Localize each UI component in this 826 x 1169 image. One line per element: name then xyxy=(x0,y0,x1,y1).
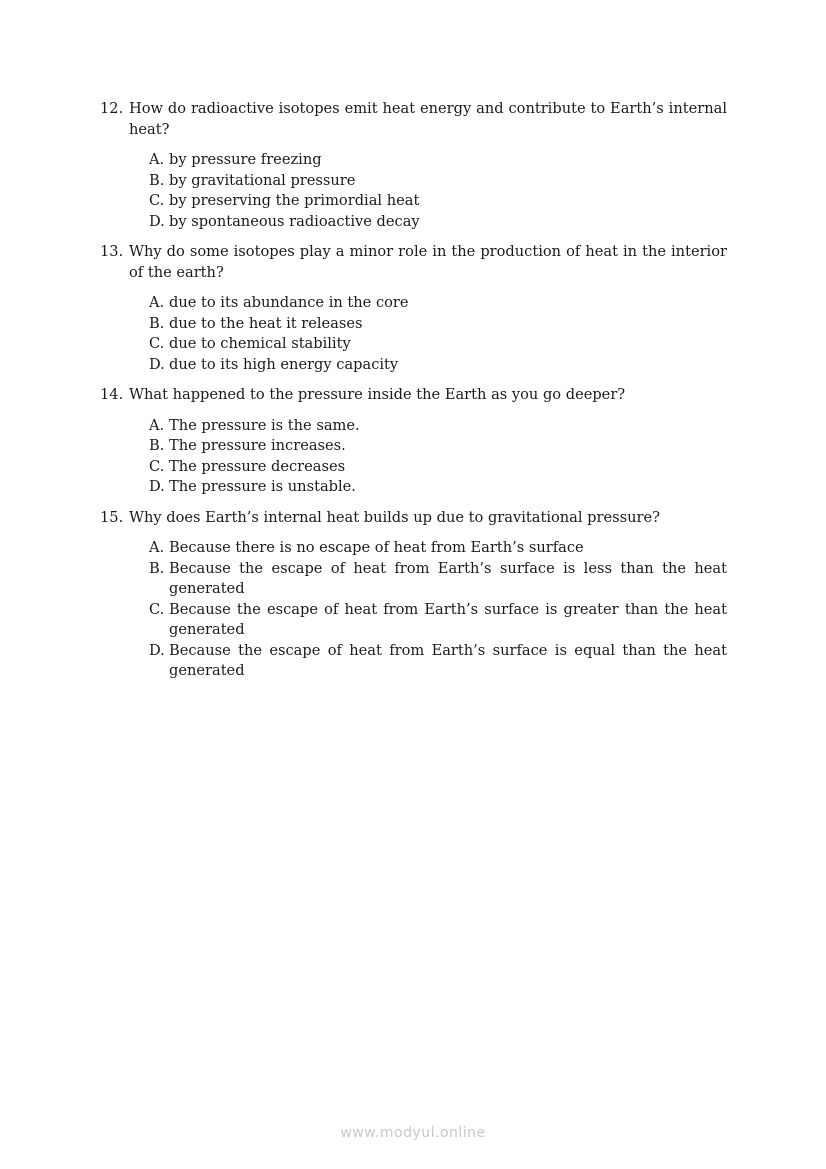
question-stem xyxy=(100,242,727,283)
choice-letter: A. xyxy=(149,539,165,556)
choice-letter: B. xyxy=(149,171,165,189)
choice-text: Because the escape of heat from Earth’s surface is greater than the heat generated xyxy=(169,600,727,638)
choice-text: The pressure increases. xyxy=(169,437,346,454)
choice-list xyxy=(100,293,727,375)
choice-letter: B. xyxy=(149,437,165,454)
question-number: 12. xyxy=(100,100,124,117)
choice-text: by preserving the primordial heat xyxy=(169,192,420,209)
choice-text: by gravitational pressure xyxy=(169,171,356,189)
choice-letter: B. xyxy=(149,559,165,577)
choice-text: The pressure decreases xyxy=(169,457,346,475)
choice-b xyxy=(149,314,727,335)
question-text: Why do some isotopes play a minor role in the production of heat in the interior of the earth? xyxy=(129,243,727,281)
choice-d xyxy=(149,477,727,498)
choice-text: Because the escape of heat from Earth’s surface is equal than the heat generated xyxy=(169,641,727,679)
choice-list xyxy=(100,150,727,232)
question-stem xyxy=(100,508,727,529)
footer-watermark: www.modyul.online xyxy=(340,1125,486,1141)
choice-letter: C. xyxy=(149,192,165,209)
choice-text: by pressure freezing xyxy=(169,151,322,168)
choice-b xyxy=(149,436,727,457)
choice-d xyxy=(149,212,727,233)
choice-a xyxy=(149,416,727,437)
question-14 xyxy=(100,385,727,498)
choice-text: by spontaneous radioactive decay xyxy=(169,212,420,230)
choice-text: due to the heat it releases xyxy=(169,314,363,332)
question-stem xyxy=(100,99,727,140)
question-number: 15. xyxy=(100,508,124,526)
question-text: What happened to the pressure inside the Earth as you go deeper? xyxy=(129,386,626,403)
choice-a xyxy=(149,538,727,559)
choice-letter: D. xyxy=(149,478,165,495)
choice-b xyxy=(149,171,727,192)
question-13 xyxy=(100,242,727,375)
choice-d xyxy=(149,355,727,376)
choice-text: due to chemical stability xyxy=(169,335,351,352)
choice-letter: A. xyxy=(149,416,165,434)
choice-c xyxy=(149,334,727,355)
question-text: Why does Earth’s internal heat builds up due to gravitational pressure? xyxy=(129,508,660,526)
choice-a xyxy=(149,293,727,314)
choice-c xyxy=(149,191,727,212)
choice-c xyxy=(149,600,727,641)
choice-letter: A. xyxy=(149,294,165,311)
question-15 xyxy=(100,508,727,682)
choice-list xyxy=(100,538,727,682)
choice-list xyxy=(100,416,727,498)
choice-letter: D. xyxy=(149,355,165,373)
choice-text: due to its abundance in the core xyxy=(169,294,409,311)
question-list xyxy=(100,99,727,692)
choice-text: due to its high energy capacity xyxy=(169,355,399,373)
choice-c xyxy=(149,457,727,478)
question-stem xyxy=(100,385,727,406)
choice-letter: B. xyxy=(149,314,165,332)
choice-letter: C. xyxy=(149,457,165,475)
choice-text: The pressure is the same. xyxy=(169,416,360,434)
choice-letter: D. xyxy=(149,212,165,230)
choice-text: Because there is no escape of heat from Earth’s surface xyxy=(169,539,584,556)
question-12 xyxy=(100,99,727,232)
choice-letter: C. xyxy=(149,335,165,352)
choice-letter: C. xyxy=(149,600,165,618)
choice-text: The pressure is unstable. xyxy=(169,478,356,495)
choice-letter: A. xyxy=(149,151,165,168)
question-number: 13. xyxy=(100,243,124,260)
question-text: How do radioactive isotopes emit heat energy and contribute to Earth’s internal heat? xyxy=(129,100,727,138)
choice-a xyxy=(149,150,727,171)
choice-d xyxy=(149,641,727,682)
choice-b xyxy=(149,559,727,600)
choice-letter: D. xyxy=(149,641,165,659)
choice-text: Because the escape of heat from Earth’s surface is less than the heat generated xyxy=(169,559,727,597)
question-number: 14. xyxy=(100,386,124,403)
